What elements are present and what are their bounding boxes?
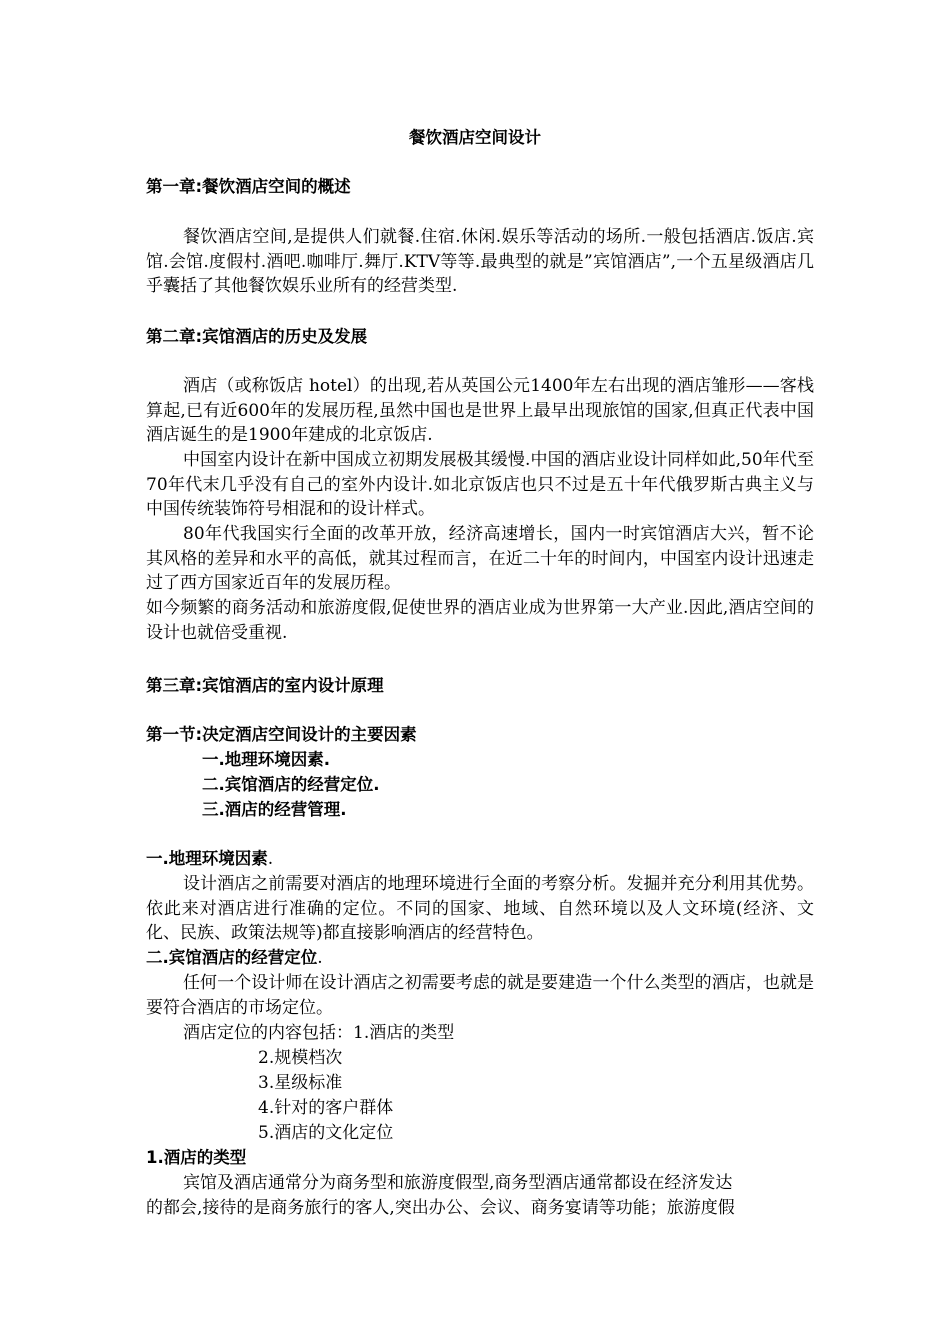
positioning-list-item: 5.酒店的文化定位 bbox=[258, 1123, 394, 1143]
document-title: 餐饮酒店空间设计 bbox=[409, 128, 541, 147]
factor-2-heading-dot: . bbox=[317, 948, 323, 968]
factor-list-item: 二.宾馆酒店的经营定位. bbox=[202, 775, 380, 794]
factor-2-heading-line bbox=[146, 946, 323, 971]
chapter-1-paragraph: 餐饮酒店空间,是提供人们就餐.住宿.休闲.娱乐等活动的场所.一般包括酒店.饭店.宾馆.会馆.度假村.酒吧.咖啡厅.舞厅.KTV等等.最典型的就是”宾馆酒店”,一个五星级酒店几乎囊括了其他餐饮娱乐业所有的经营类型. bbox=[146, 227, 814, 296]
positioning-list-item: 2.规模档次 bbox=[258, 1048, 343, 1068]
factor-list-item: 一.地理环境因素. bbox=[202, 750, 331, 769]
factor-1-heading-line bbox=[146, 847, 273, 872]
chapter-1-heading: 第一章:餐饮酒店空间的概述 bbox=[146, 177, 351, 196]
chapter-2-paragraph-1: 酒店（或称饭店 hotel）的出现,若从英国公元1400年左右出现的酒店雏形——客栈算起,已有近600年的发展历程,虽然中国也是世界上最早出现旅馆的国家,但真正代表中国酒店诞生的是1900年建成的北京饭店. bbox=[146, 376, 814, 445]
factor-1-heading: 一.地理环境因素 bbox=[146, 849, 268, 868]
hotel-type-text-line: 宾馆及酒店通常分为商务型和旅游度假型,商务型酒店通常都设在经济发达 bbox=[183, 1173, 733, 1193]
chapter-2-paragraph-3: 80年代我国实行全面的改革开放，经济高速增长，国内一时宾馆酒店大兴，暂不论其风格的差异和水平的高低，就其过程而言，在近二十年的时间内，中国室内设计迅速走过了西方国家近百年的发展历程。 bbox=[146, 524, 814, 593]
chapter-2-paragraph-4: 如今频繁的商务活动和旅游度假,促使世界的酒店业成为世界第一大产业.因此,酒店空间的设计也就倍受重视. bbox=[146, 598, 814, 643]
hotel-type-text-line: 的都会,接待的是商务旅行的客人,突出办公、会议、商务宴请等功能；旅游度假 bbox=[146, 1198, 735, 1218]
chapter-2-heading: 第二章:宾馆酒店的历史及发展 bbox=[146, 327, 368, 346]
chapter-2-paragraph-2: 中国室内设计在新中国成立初期发展极其缓慢.中国的酒店业设计同样如此,50年代至70年代末几乎没有自己的室外内设计.如北京饭店也只不过是五十年代俄罗斯古典主义与中国传统装饰符号相混和的设计样式。 bbox=[146, 450, 814, 519]
chapter-3-heading: 第三章:宾馆酒店的室内设计原理 bbox=[146, 676, 384, 695]
positioning-list-item: 3.星级标准 bbox=[258, 1073, 343, 1093]
factor-1-paragraph: 设计酒店之前需要对酒店的地理环境进行全面的考察分析。发掘并充分利用其优势。依此来对酒店进行准确的定位。不同的国家、地域、自然环境以及人文环境(经济、文化、民族、政策法规等)都直接影响酒店的经营特色。 bbox=[146, 874, 814, 943]
hotel-type-heading: 1.酒店的类型 bbox=[146, 1148, 247, 1167]
positioning-list-item: 4.针对的客户群体 bbox=[258, 1098, 394, 1118]
section-1-heading: 第一节:决定酒店空间设计的主要因素 bbox=[146, 725, 417, 744]
positioning-intro: 酒店定位的内容包括：1.酒店的类型 bbox=[183, 1023, 455, 1043]
factor-2-paragraph: 任何一个设计师在设计酒店之初需要考虑的就是要建造一个什么类型的酒店，也就是要符合酒店的市场定位。 bbox=[146, 973, 814, 1018]
factor-2-heading: 二.宾馆酒店的经营定位 bbox=[146, 948, 318, 967]
factor-1-heading-dot: . bbox=[267, 849, 274, 869]
factor-list-item: 三.酒店的经营管理. bbox=[202, 800, 347, 819]
